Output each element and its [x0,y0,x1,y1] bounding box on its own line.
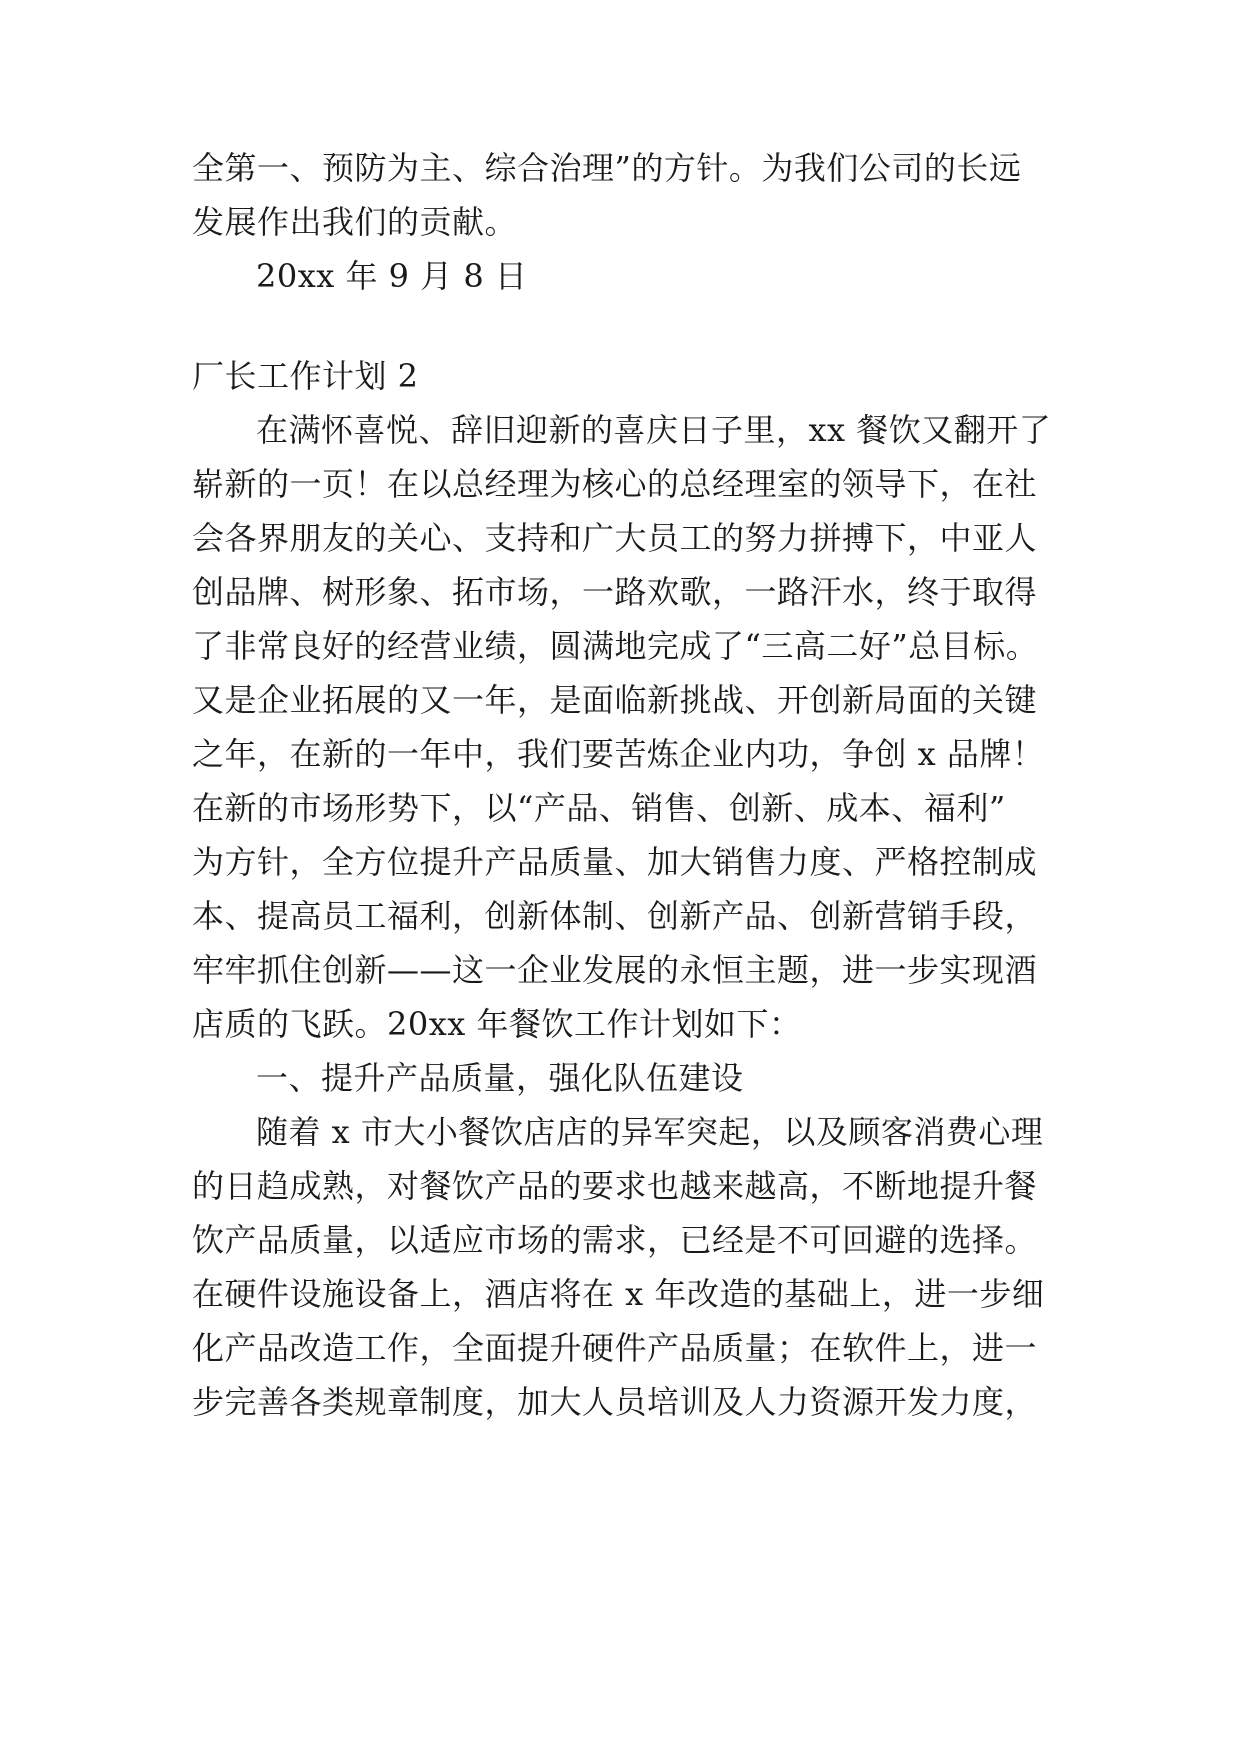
body-line-13: 牢牢抓住创新——这一企业发展的永恒主题，进一步实现酒 [192,951,1038,989]
body-line-6: 创品牌、树形象、拓市场，一路欢歌，一路汗水，终于取得 [192,573,1038,611]
body-line-5: 会各界朋友的关心、支持和广大员工的努力拼搏下，中亚人 [192,519,1038,557]
body-line-10: 在新的市场形势下，以“产品、销售、创新、成本、福利” [192,789,1006,827]
subheading: 一、提升产品质量，强化队伍建设 [256,1059,744,1097]
body-line-9: 之年，在新的一年中，我们要苦炼企业内功，争创 x 品牌！ [192,735,1045,773]
body-line-11: 为方针，全方位提升产品质量、加大销售力度、严格控制成 [192,843,1038,881]
body-line-15: 随着 x 市大小餐饮店店的异军突起，以及顾客消费心理 [256,1113,1044,1151]
body-line-16: 的日趋成熟，对餐饮产品的要求也越来越高，不断地提升餐 [192,1167,1038,1205]
body-line-7: 了非常良好的经营业绩，圆满地完成了“三高二好”总目标。 [192,627,1039,665]
body-line-1: 全第一、预防为主、综合治理”的方针。为我们公司的长远 [192,149,1022,187]
body-line-19: 化产品改造工作，全面提升硬件产品质量；在软件上，进一 [192,1329,1038,1367]
body-line-14: 店质的飞跃。20xx 年餐饮工作计划如下： [192,1005,802,1043]
body-line-12: 本、提高员工福利，创新体制、创新产品、创新营销手段， [192,897,1038,935]
date-line: 20xx 年 9 月 8 日 [256,257,528,295]
section-title: 厂长工作计划 2 [192,357,419,395]
body-line-18: 在硬件设施设备上，酒店将在 x 年改造的基础上，进一步细 [192,1275,1045,1313]
body-line-3: 在满怀喜悦、辞旧迎新的喜庆日子里，xx 餐饮又翻开了 [256,411,1052,449]
body-line-2: 发展作出我们的贡献。 [192,203,518,241]
body-line-17: 饮产品质量，以适应市场的需求，已经是不可回避的选择。 [192,1221,1038,1259]
body-line-8: 又是企业拓展的又一年，是面临新挑战、开创新局面的关键 [192,681,1038,719]
body-line-4: 崭新的一页！在以总经理为核心的总经理室的领导下，在社 [192,465,1038,503]
body-line-20: 步完善各类规章制度，加大人员培训及人力资源开发力度， [192,1383,1038,1421]
